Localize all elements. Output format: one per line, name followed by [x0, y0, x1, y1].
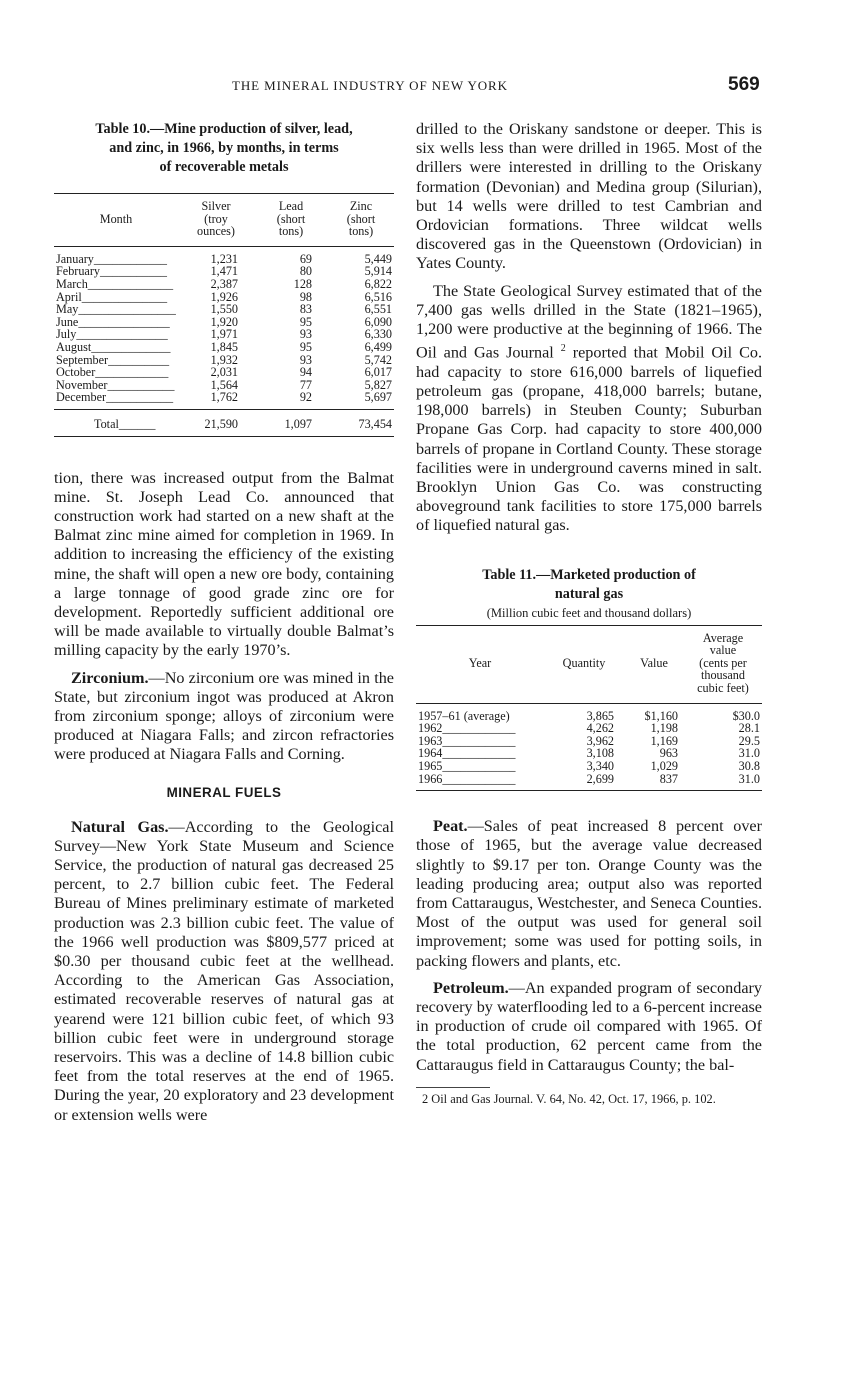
table11-year: 1957–61 (average): [418, 708, 510, 723]
table-row: [54, 246, 394, 265]
page-header: [0, 74, 856, 102]
table11-subtitle: (Million cubic feet and thousand dollars): [486, 605, 692, 620]
table10-month: February___________: [56, 264, 168, 279]
table10-zinc: 6,017: [364, 365, 392, 380]
table11-col-value: Value: [640, 655, 668, 670]
table10-caption-line: Table 10.—Mine production of silver, lead,: [95, 121, 353, 137]
table10: [54, 193, 394, 437]
table10-silver: 1,564: [210, 377, 238, 392]
page-number: 569: [728, 74, 760, 95]
table11-average-value: 31.0: [738, 771, 760, 786]
footnote-text: 2 Oil and Gas Journal. V. 64, No. 42, Oct. 17, 1966, p. 102.: [422, 1091, 716, 1106]
table10-lead: 93: [299, 327, 312, 342]
table11-year: 1965____________: [418, 759, 516, 773]
table10-silver: 2,031: [210, 365, 238, 380]
table-row: [416, 773, 762, 791]
table11-value: 963: [659, 746, 678, 761]
peat-heading: Peat.: [433, 817, 468, 836]
table11-year: 1963____________: [418, 733, 516, 748]
table11-quantity: 3,962: [586, 733, 614, 748]
paragraph-balmat: tion, there was increased output from the Balmat mine. St. Joseph Lead Co. announced that construction work had started on a new shaft at the Balmat zinc mine aimed for completion in 1969. In addition to increasing the efficiency of the existing mine, the shaft will open a new ore body, containing a large tonnage of good grade zinc ore for development. Reportedly sufficient additional ore will be made available to virtually double Balmat’s milling capacity by the early 1970’s.: [54, 468, 394, 660]
table10-total-lead: 1,097: [284, 416, 312, 431]
table10-col-month: Month: [99, 211, 133, 226]
table-row: [54, 391, 394, 409]
table11-average-value: $30.0: [732, 708, 760, 723]
table10-silver: 1,550: [210, 302, 238, 317]
table10-month: August_____________: [56, 339, 171, 354]
table10-zinc: 5,697: [364, 390, 392, 405]
petroleum-heading: Petroleum.: [433, 978, 509, 997]
table10-lead: 95: [299, 314, 312, 329]
table10-silver: 1,762: [210, 390, 238, 405]
table10-lead: 83: [299, 302, 312, 317]
table11-year: 1966____________: [418, 771, 516, 786]
table11-value: 837: [659, 771, 678, 786]
table11-caption: [416, 566, 762, 621]
table11-col-year: Year: [468, 655, 492, 670]
table10-zinc: 6,551: [364, 302, 392, 317]
table10-month: April______________: [56, 289, 168, 304]
footnote-rule: [416, 1087, 490, 1088]
paragraph-gas-storage: The State Geological Survey estimated that of the 7,400 gas wells drilled in the State (1821–1965), 1,200 were productive at the beginning of 1966. The Oil and Gas Journal $^2$ reported that Mobil Oil Co. had capacity to store 616,000 barrels of liquefied petroleum gas (propane, 418,000 barrels; butane, 198,000 barrels) in Steuben County; Suburban Propane Gas Corp. had capacity to store 400,000 barrels of propane in Cortland County. These storage facilities were in underground caverns mined in salt. Brooklyn Union Gas Co. was constructing aboveground tank facilities to store 175,000 barrels of liquefied natural gas.: [416, 281, 763, 535]
table10-lead: 128: [293, 276, 312, 291]
table11-year: 1962____________: [418, 721, 516, 736]
table-row: [54, 341, 394, 354]
table10-col-zinc: Zinc (short tons): [346, 199, 376, 239]
table10-month: October____________: [56, 365, 169, 380]
table10-zinc: 5,827: [364, 377, 392, 392]
footnote-ref: 2: [560, 343, 566, 355]
table10-col-silver: Silver (troy ounces): [197, 199, 235, 239]
table11-body: [416, 703, 762, 791]
table10-lead: 80: [299, 264, 312, 279]
table10-silver: 1,926: [210, 289, 238, 304]
table10-silver: 2,387: [210, 276, 238, 291]
table11-quantity: 3,340: [586, 759, 614, 773]
table-row: [416, 703, 762, 722]
table11-value: 1,029: [650, 759, 678, 773]
table10-lead: 95: [299, 339, 312, 354]
paragraph-peat: Peat.—Sales of peat increased 8 percent over those of 1965, but the average value decreased slightly to $9.17 per ton. Orange County was the leading producing area; output also was reported from Cattaraugus, Westchester, and Seneca Counties. Most of the output was used for general soil improvement; some was used for potting soils, in packing flowers and plants, etc.: [416, 817, 762, 970]
table10-silver: 1,845: [210, 339, 238, 354]
table11-quantity: 2,699: [586, 771, 614, 786]
table10-zinc: 6,822: [364, 276, 392, 291]
table10-lead: 69: [299, 251, 312, 266]
table11-value: 1,198: [650, 721, 678, 736]
table10-col-lead: Lead (short tons): [276, 199, 306, 239]
table11-col-average-value: Average value (cents per thousand cubic feet): [697, 630, 749, 696]
table10-caption-line: and zinc, in 1966, by months, in terms: [109, 140, 339, 156]
table10-month: July_______________: [56, 327, 168, 342]
table10-month: September__________: [56, 352, 170, 367]
table11-caption-line: natural gas: [554, 585, 624, 602]
table10-zinc: 6,090: [364, 314, 392, 329]
table11-year: 1964____________: [418, 746, 516, 761]
left-column: [54, 120, 394, 1125]
table10-zinc: 6,330: [364, 327, 392, 342]
table10-zinc: 5,914: [364, 264, 392, 279]
table11-quantity: 4,262: [586, 721, 614, 736]
zirconium-heading: Zirconium.: [71, 668, 149, 687]
table10-total-zinc: 73,454: [358, 416, 392, 431]
table10-zinc: 6,499: [364, 339, 392, 354]
table11-col-quantity: Quantity: [562, 655, 606, 670]
table10-lead: 98: [299, 289, 312, 304]
right-column: [416, 120, 762, 1119]
paragraph-natural-gas: Natural Gas.—According to the Geological Survey—New York State Museum and Science Service, the production of natural gas decreased 25 percent, to 2.7 billion cubic feet. The Federal Bureau of Mines preliminary estimate of marketed production was 2.3 billion cubic feet. The value of the 1966 well production was $809,577 priced at $0.30 per thousand cubic feet at the wellhead. According to the American Gas Association, estimated recoverable reserves of natural gas at yearend were 121 billion cubic feet, of which 93 billion cubic feet were in underground storage reservoirs. This was a decline of 14.8 billion cubic feet from the total reserves at the end of 1965. During the year, 20 exploratory and 23 development or extension wells were: [54, 817, 394, 1124]
table11-average-value: 31.0: [738, 746, 760, 761]
table10-month: March______________: [56, 276, 174, 291]
table11-quantity: 3,108: [586, 746, 614, 761]
table10-silver: 1,231: [210, 251, 238, 266]
table11-average-value: 29.5: [738, 733, 760, 748]
table10-month: November___________: [56, 377, 175, 392]
table11-value: 1,169: [650, 733, 678, 748]
table10-month: June_______________: [56, 314, 170, 329]
table11-average-value: 28.1: [738, 721, 760, 736]
table10-silver: 1,471: [210, 264, 238, 279]
table10-silver: 1,971: [210, 327, 238, 342]
table11-average-value: 30.8: [738, 759, 760, 773]
table-row: [416, 722, 762, 735]
table11-caption-line: Table 11.—Marketed production of: [482, 566, 696, 583]
table-row: [54, 366, 394, 379]
paragraph-petroleum: Petroleum.—An expanded program of secondary recovery by waterflooding led to a 6-percent increase in production of crude oil compared with 1965. Of the total production, 62 percent came from the Cattaraugus field in Cattaraugus County; the bal-: [416, 978, 762, 1074]
table10-caption: [54, 120, 394, 177]
table10-body: [54, 246, 394, 409]
table10-zinc: 6,516: [364, 289, 392, 304]
table10-total-label: Total______: [94, 416, 156, 431]
table10-lead: 92: [299, 390, 312, 405]
paragraph-oriskany: drilled to the Oriskany sandstone or deeper. This is six wells less than were drilled in 1965. Most of the drillers were interested in drilling to the Oriskany formation (Devonian) and Medina group (Silurian), but 14 wells were drilled to test Cambrian and Ordovician formations. Three wildcat wells discovered gas in the Queenstown (Ordovician) in Yates County.: [416, 120, 762, 273]
table-row: [416, 760, 762, 773]
table10-silver: 1,920: [210, 314, 238, 329]
running-title: THE MINERAL INDUSTRY OF NEW YORK: [232, 78, 508, 93]
table10-caption-line: of recoverable metals: [159, 159, 289, 175]
table10-silver: 1,932: [210, 352, 238, 367]
table10-zinc: 5,449: [364, 251, 392, 266]
paragraph-zirconium: Zirconium.—No zirconium ore was mined in the State, but zirconium ingot was produced at Akron from zirconium sponge; alloys of zirconium were produced at Niagara Falls; and zircon refractories were produced at Niagara Falls and Corning.: [54, 668, 394, 764]
table11: [416, 625, 762, 792]
table11-value: $1,160: [644, 708, 678, 723]
table10-month: January____________: [56, 251, 168, 266]
table11-quantity: 3,865: [586, 708, 614, 723]
table10-zinc: 5,742: [364, 352, 392, 367]
table10-lead: 94: [299, 365, 312, 380]
table10-month: May________________: [56, 302, 176, 317]
table10-total-silver: 21,590: [204, 416, 238, 431]
table10-lead: 77: [299, 377, 312, 392]
section-heading-mineral-fuels: MINERAL FUELS: [166, 784, 282, 800]
table-row: [54, 278, 394, 291]
table10-lead: 93: [299, 352, 312, 367]
table10-total-row: [54, 409, 394, 436]
table10-month: December___________: [56, 390, 174, 405]
natural-gas-heading: Natural Gas.: [71, 817, 169, 836]
table-row: [54, 303, 394, 316]
